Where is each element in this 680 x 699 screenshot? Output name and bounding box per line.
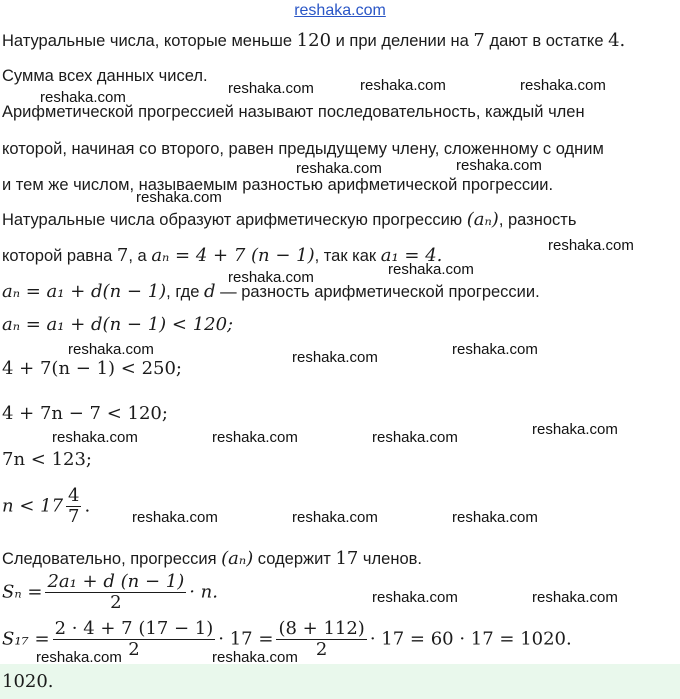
inequality-3: 4 + 7n − 7 < 120; [2,403,168,424]
watermark: reshaka.com [228,80,314,97]
inequality-5: n < 17 $\frac{4}{7}$ . [2,485,91,527]
definition-line-1: Арифметической прогрессией называют последовательность, каждый член [2,103,585,121]
watermark: reshaka.com [212,649,298,666]
problem-statement: Натуральные числа, которые меньше 120 и при делении на 7 дают в остатке 4. [2,30,626,51]
solution-line-6: Натуральные числа образуют арифметическую прогрессию (aₙ), разность [2,209,577,230]
watermark: reshaka.com [36,649,122,666]
sum-formula: Sₙ = $\frac{\text{2a₁ + d (n − 1)}}{2}$ · n. [2,571,218,613]
watermark: reshaka.com [292,349,378,366]
answer-value: 1020. [2,671,54,692]
conclusion-line: Следовательно, прогрессия (aₙ) содержит 17 членов. [2,548,422,569]
watermark: reshaka.com [132,509,218,526]
watermark: reshaka.com [40,89,126,106]
definition-line-3: и тем же числом, называемым разностью арифметической прогрессии. [2,176,554,194]
answer-bar [0,664,680,699]
watermark: reshaka.com [68,341,154,358]
watermark: reshaka.com [452,341,538,358]
definition-line-2: которой, начиная со второго, равен предыдущему члену, сложенному с одним [2,140,604,158]
task-text: Сумма всех данных чисел. [2,67,208,85]
inequality-1: aₙ = a₁ + d(n − 1) < 120; [2,314,234,335]
watermark: reshaka.com [228,269,314,286]
watermark: reshaka.com [452,509,538,526]
site-link[interactable]: reshaka.com [294,2,386,19]
sum-calculation: S₁₇ = $\frac{2 \cdot 4 + 7 (17 - 1)}{2}$ · 17 = $\frac{(8 + 112)}{2}$ · 17 = 60 · 17 = 1020. [2,618,572,660]
watermark: reshaka.com [548,237,634,254]
solution-line-7: которой равна 7, а aₙ = 4 + 7 (n − 1), так как a₁ = 4. [2,245,443,266]
watermark: reshaka.com [212,429,298,446]
inequality-2: 4 + 7(n − 1) < 250; [2,358,182,379]
watermark: reshaka.com [52,429,138,446]
watermark: reshaka.com [296,160,382,177]
watermark: reshaka.com [532,421,618,438]
watermark: reshaka.com [520,77,606,94]
solution-line-8: aₙ = a₁ + d(n − 1), где d — разность арифметической прогрессии. [2,281,540,302]
watermark: reshaka.com [372,429,458,446]
watermark: reshaka.com [360,77,446,94]
watermark: reshaka.com [136,189,222,206]
watermark: reshaka.com [456,157,542,174]
inequality-4: 7n < 123; [2,449,92,470]
watermark: reshaka.com [532,589,618,606]
watermark: reshaka.com [388,261,474,278]
watermark: reshaka.com [372,589,458,606]
watermark: reshaka.com [292,509,378,526]
mixed-fraction: $\frac{4}{7}$ [68,485,80,527]
